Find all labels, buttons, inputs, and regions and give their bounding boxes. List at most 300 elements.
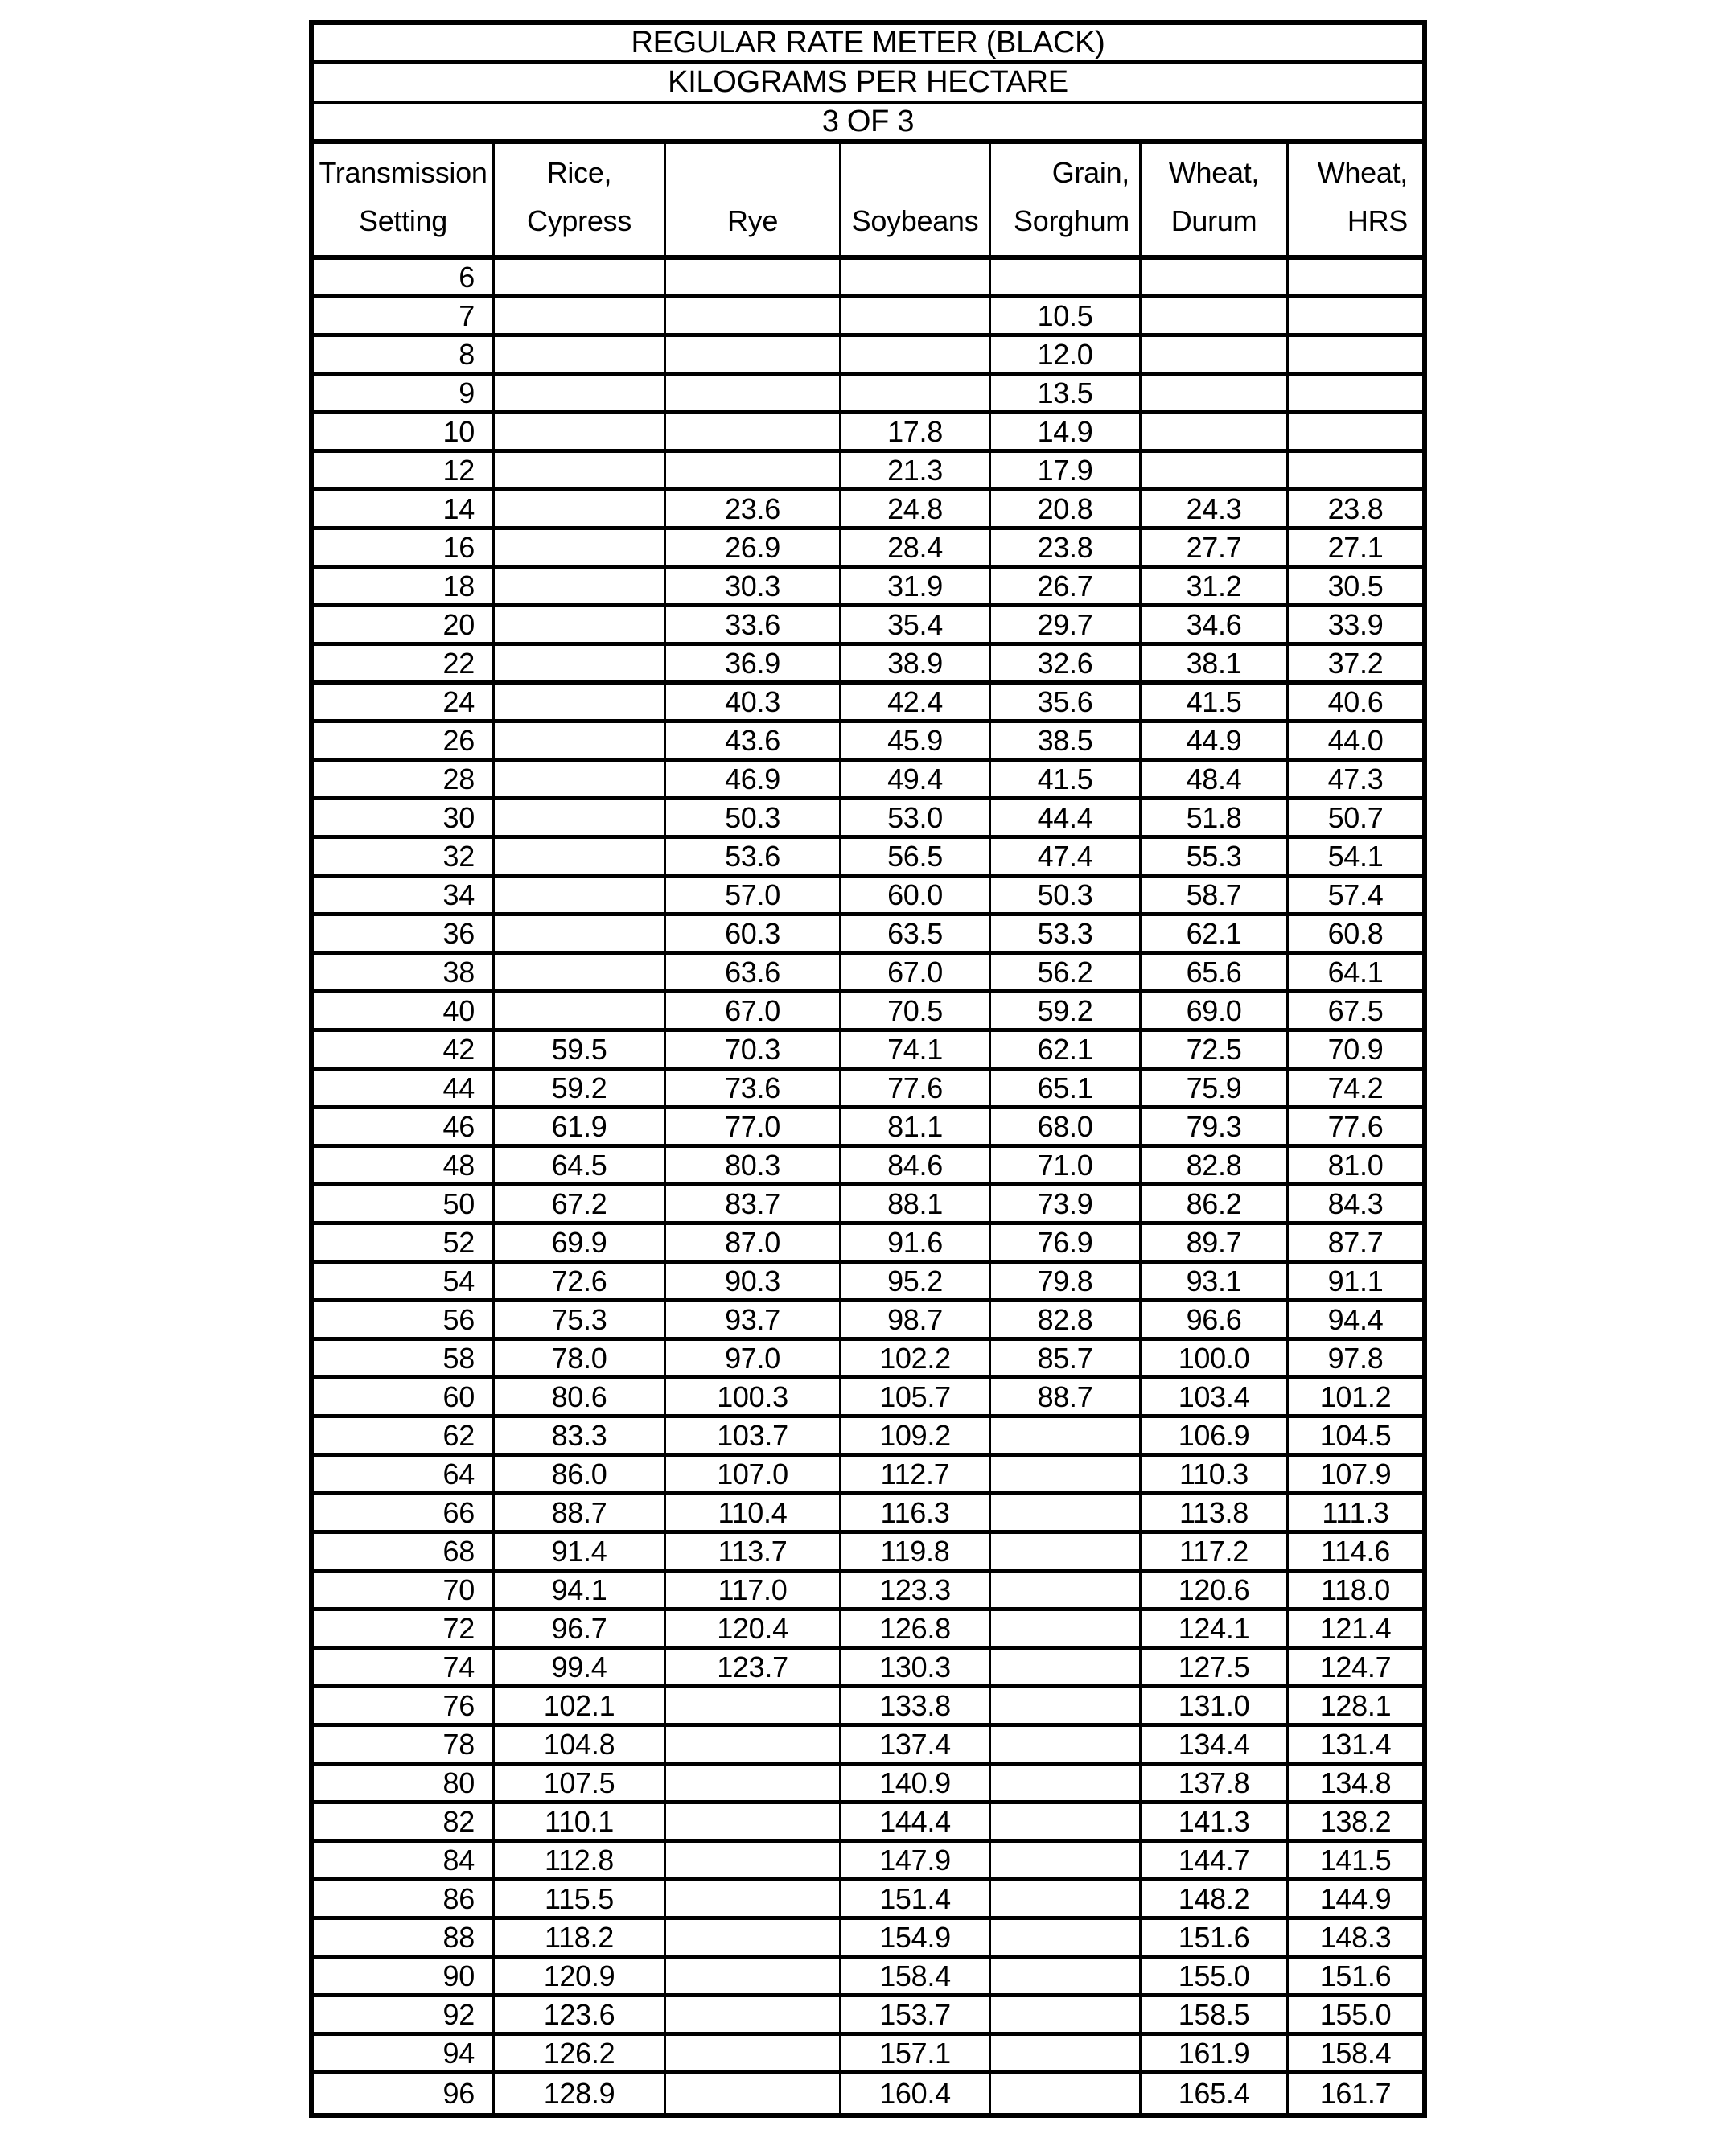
rate-value-cell: 97.8 xyxy=(1286,1341,1422,1375)
rate-value-cell xyxy=(492,530,664,565)
table-row xyxy=(314,1071,1422,1109)
rate-value-cell xyxy=(989,1534,1139,1569)
table-row xyxy=(314,1264,1422,1302)
rate-value-cell xyxy=(989,1573,1139,1607)
rate-value-cell: 83.3 xyxy=(492,1418,664,1453)
rate-value-cell: 24.3 xyxy=(1139,491,1286,526)
table-row xyxy=(314,762,1422,800)
rate-value-cell xyxy=(664,337,839,372)
column-header-wheat-durum xyxy=(1139,144,1286,255)
rate-value-cell: 59.5 xyxy=(492,1032,664,1067)
rate-value-cell: 141.3 xyxy=(1139,1804,1286,1839)
column-header-line: Rice, xyxy=(546,156,612,189)
rate-value-cell: 29.7 xyxy=(989,607,1139,642)
table-row xyxy=(314,1881,1422,1920)
rate-table xyxy=(309,20,1427,2118)
transmission-setting-cell: 6 xyxy=(459,260,475,294)
table-row xyxy=(314,1688,1422,1727)
rate-value-cell: 24.8 xyxy=(839,491,989,526)
rate-value-cell: 158.5 xyxy=(1139,1997,1286,2032)
transmission-setting-cell: 22 xyxy=(442,646,475,680)
rate-value-cell: 80.6 xyxy=(492,1379,664,1414)
rate-value-cell: 28.4 xyxy=(839,530,989,565)
rate-value-cell: 99.4 xyxy=(492,1650,664,1684)
table-row xyxy=(314,414,1422,453)
rate-value-cell: 31.2 xyxy=(1139,569,1286,603)
table-row xyxy=(314,800,1422,839)
column-header-line: Setting xyxy=(359,204,447,237)
rate-value-cell: 59.2 xyxy=(492,1071,664,1105)
rate-value-cell: 44.9 xyxy=(1139,723,1286,758)
rate-value-cell: 118.0 xyxy=(1286,1573,1422,1607)
rate-value-cell: 44.4 xyxy=(989,800,1139,835)
transmission-setting-cell: 9 xyxy=(459,376,475,409)
rate-value-cell: 43.6 xyxy=(664,723,839,758)
rate-value-cell xyxy=(1286,298,1422,333)
rate-value-cell xyxy=(989,2036,1139,2070)
rate-value-cell: 91.1 xyxy=(1286,1264,1422,1298)
rate-value-cell: 17.8 xyxy=(839,414,989,449)
rate-value-cell xyxy=(989,1495,1139,1530)
transmission-setting-cell: 7 xyxy=(459,298,475,332)
rate-value-cell: 118.2 xyxy=(492,1920,664,1955)
rate-value-cell: 70.5 xyxy=(839,993,989,1028)
rate-value-cell xyxy=(1286,414,1422,449)
column-header-line: Transmission xyxy=(319,156,487,189)
rate-value-cell: 119.8 xyxy=(839,1534,989,1569)
rate-value-cell: 53.0 xyxy=(839,800,989,835)
rate-value-cell: 64.1 xyxy=(1286,955,1422,989)
rate-value-cell: 21.3 xyxy=(839,453,989,487)
rate-value-cell: 59.2 xyxy=(989,993,1139,1028)
rate-value-cell: 70.3 xyxy=(664,1032,839,1067)
rate-value-cell: 47.4 xyxy=(989,839,1139,874)
rate-value-cell: 71.0 xyxy=(989,1148,1139,1182)
rate-value-cell: 48.4 xyxy=(1139,762,1286,796)
rate-value-cell: 117.0 xyxy=(664,1573,839,1607)
rate-value-cell: 91.6 xyxy=(839,1225,989,1260)
table-units-subtitle: KILOGRAMS PER HECTARE xyxy=(314,64,1422,104)
table-row xyxy=(314,1843,1422,1881)
rate-value-cell xyxy=(1139,298,1286,333)
table-row xyxy=(314,839,1422,878)
rate-value-cell: 75.9 xyxy=(1139,1071,1286,1105)
transmission-setting-cell: 20 xyxy=(442,607,475,641)
table-row xyxy=(314,1611,1422,1650)
rate-value-cell: 120.6 xyxy=(1139,1573,1286,1607)
rate-value-cell: 155.0 xyxy=(1286,1997,1422,2032)
rate-value-cell: 31.9 xyxy=(839,569,989,603)
rate-value-cell: 117.2 xyxy=(1139,1534,1286,1569)
rate-value-cell: 102.1 xyxy=(492,1688,664,1723)
rate-value-cell: 165.4 xyxy=(1139,2074,1286,2113)
rate-value-cell: 110.3 xyxy=(1139,1457,1286,1491)
rate-value-cell: 141.5 xyxy=(1286,1843,1422,1877)
rate-value-cell: 23.8 xyxy=(1286,491,1422,526)
rate-value-cell xyxy=(492,453,664,487)
rate-value-cell: 67.2 xyxy=(492,1186,664,1221)
rate-value-cell xyxy=(989,1650,1139,1684)
rate-value-cell: 126.2 xyxy=(492,2036,664,2070)
rate-value-cell xyxy=(664,376,839,410)
transmission-setting-cell: 14 xyxy=(442,491,475,525)
rate-value-cell xyxy=(664,1920,839,1955)
rate-value-cell: 81.0 xyxy=(1286,1148,1422,1182)
rate-value-cell: 30.5 xyxy=(1286,569,1422,603)
rate-value-cell: 106.9 xyxy=(1139,1418,1286,1453)
transmission-setting-cell: 62 xyxy=(442,1418,475,1452)
rate-value-cell: 36.9 xyxy=(664,646,839,680)
rate-value-cell xyxy=(989,1881,1139,1916)
transmission-setting-cell: 84 xyxy=(442,1843,475,1877)
rate-value-cell: 32.6 xyxy=(989,646,1139,680)
rate-value-cell: 91.4 xyxy=(492,1534,664,1569)
rate-value-cell: 61.9 xyxy=(492,1109,664,1144)
rate-value-cell: 84.6 xyxy=(839,1148,989,1182)
table-row xyxy=(314,1148,1422,1186)
rate-value-cell: 56.5 xyxy=(839,839,989,874)
rate-value-cell: 46.9 xyxy=(664,762,839,796)
transmission-setting-cell: 26 xyxy=(442,723,475,757)
table-row xyxy=(314,1109,1422,1148)
table-row xyxy=(314,1534,1422,1573)
rate-value-cell: 107.9 xyxy=(1286,1457,1422,1491)
rate-value-cell xyxy=(1286,337,1422,372)
rate-value-cell: 77.0 xyxy=(664,1109,839,1144)
rate-value-cell: 133.8 xyxy=(839,1688,989,1723)
transmission-setting-cell: 72 xyxy=(442,1611,475,1645)
rate-value-cell xyxy=(989,1804,1139,1839)
rate-value-cell xyxy=(989,260,1139,294)
transmission-setting-cell: 50 xyxy=(442,1186,475,1220)
rate-value-cell xyxy=(492,337,664,372)
table-row xyxy=(314,1457,1422,1495)
rate-value-cell: 114.6 xyxy=(1286,1534,1422,1569)
rate-value-cell: 148.3 xyxy=(1286,1920,1422,1955)
header-row xyxy=(314,144,1422,260)
rate-value-cell: 82.8 xyxy=(989,1302,1139,1337)
transmission-setting-cell: 42 xyxy=(442,1032,475,1066)
rate-value-cell xyxy=(492,878,664,912)
rate-value-cell: 138.2 xyxy=(1286,1804,1422,1839)
rate-value-cell xyxy=(839,298,989,333)
transmission-setting-cell: 10 xyxy=(442,414,475,448)
column-header-line: HRS xyxy=(1347,204,1408,237)
transmission-setting-cell: 46 xyxy=(442,1109,475,1143)
transmission-setting-cell: 74 xyxy=(442,1650,475,1684)
table-row xyxy=(314,453,1422,491)
rate-value-cell: 151.6 xyxy=(1286,1959,1422,1993)
column-header-line: Durum xyxy=(1170,204,1257,237)
transmission-setting-cell: 78 xyxy=(442,1727,475,1761)
rate-value-cell: 74.1 xyxy=(839,1032,989,1067)
rate-value-cell xyxy=(492,298,664,333)
rate-value-cell xyxy=(664,1959,839,1993)
rate-value-cell: 45.9 xyxy=(839,723,989,758)
rate-value-cell xyxy=(989,1457,1139,1491)
rate-value-cell: 123.3 xyxy=(839,1573,989,1607)
rate-value-cell: 86.2 xyxy=(1139,1186,1286,1221)
rate-value-cell: 113.7 xyxy=(664,1534,839,1569)
table-row xyxy=(314,2036,1422,2074)
column-header-wheat-hrs xyxy=(1286,144,1422,255)
transmission-setting-cell: 48 xyxy=(442,1148,475,1182)
rate-value-cell: 158.4 xyxy=(1286,2036,1422,2070)
transmission-setting-cell: 92 xyxy=(442,1997,475,2031)
rate-value-cell: 69.0 xyxy=(1139,993,1286,1028)
rate-value-cell: 79.3 xyxy=(1139,1109,1286,1144)
rate-value-cell xyxy=(492,685,664,719)
rate-value-cell xyxy=(664,1881,839,1916)
transmission-setting-cell: 66 xyxy=(442,1495,475,1529)
rate-value-cell: 55.3 xyxy=(1139,839,1286,874)
rate-value-cell xyxy=(664,2074,839,2113)
transmission-setting-cell: 96 xyxy=(442,2077,475,2110)
rate-value-cell: 13.5 xyxy=(989,376,1139,410)
rate-value-cell: 64.5 xyxy=(492,1148,664,1182)
rate-value-cell: 88.7 xyxy=(989,1379,1139,1414)
rate-value-cell: 56.2 xyxy=(989,955,1139,989)
rate-value-cell: 10.5 xyxy=(989,298,1139,333)
column-header-transmission-setting xyxy=(314,144,492,255)
rate-value-cell: 110.1 xyxy=(492,1804,664,1839)
rate-value-cell xyxy=(492,376,664,410)
rate-value-cell: 95.2 xyxy=(839,1264,989,1298)
table-title: REGULAR RATE METER (BLACK) xyxy=(314,25,1422,64)
table-row xyxy=(314,1302,1422,1341)
rate-value-cell: 144.7 xyxy=(1139,1843,1286,1877)
transmission-setting-cell: 58 xyxy=(442,1341,475,1375)
column-header-soybeans xyxy=(839,144,989,255)
table-row xyxy=(314,1225,1422,1264)
rate-value-cell: 157.1 xyxy=(839,2036,989,2070)
rate-value-cell: 140.9 xyxy=(839,1766,989,1800)
rate-value-cell xyxy=(1139,260,1286,294)
rate-value-cell: 148.2 xyxy=(1139,1881,1286,1916)
rate-value-cell: 53.3 xyxy=(989,916,1139,951)
rate-value-cell xyxy=(664,298,839,333)
table-row xyxy=(314,955,1422,993)
rate-value-cell: 115.5 xyxy=(492,1881,664,1916)
rate-value-cell: 100.3 xyxy=(664,1379,839,1414)
rate-value-cell: 41.5 xyxy=(1139,685,1286,719)
rate-value-cell xyxy=(492,491,664,526)
rate-value-cell: 65.1 xyxy=(989,1071,1139,1105)
table-row xyxy=(314,723,1422,762)
rate-value-cell: 116.3 xyxy=(839,1495,989,1530)
table-row xyxy=(314,2074,1422,2113)
rate-value-cell: 57.4 xyxy=(1286,878,1422,912)
table-row xyxy=(314,1650,1422,1688)
column-header-line: Wheat, xyxy=(1317,156,1408,189)
rate-value-cell: 75.3 xyxy=(492,1302,664,1337)
transmission-setting-cell: 44 xyxy=(442,1071,475,1104)
transmission-setting-cell: 70 xyxy=(442,1573,475,1606)
rate-value-cell xyxy=(664,2036,839,2070)
rate-value-cell: 120.4 xyxy=(664,1611,839,1646)
rate-value-cell xyxy=(989,1766,1139,1800)
rate-value-cell: 80.3 xyxy=(664,1148,839,1182)
rate-value-cell: 103.4 xyxy=(1139,1379,1286,1414)
transmission-setting-cell: 54 xyxy=(442,1264,475,1297)
rate-value-cell: 93.1 xyxy=(1139,1264,1286,1298)
rate-value-cell: 62.1 xyxy=(1139,916,1286,951)
rate-value-cell: 131.0 xyxy=(1139,1688,1286,1723)
rate-value-cell xyxy=(492,569,664,603)
rate-value-cell: 62.1 xyxy=(989,1032,1139,1067)
rate-value-cell: 14.9 xyxy=(989,414,1139,449)
rate-value-cell xyxy=(839,260,989,294)
rate-value-cell: 93.7 xyxy=(664,1302,839,1337)
rate-value-cell xyxy=(492,916,664,951)
rate-value-cell: 98.7 xyxy=(839,1302,989,1337)
rate-value-cell: 137.8 xyxy=(1139,1766,1286,1800)
rate-value-cell xyxy=(664,1766,839,1800)
transmission-setting-cell: 40 xyxy=(442,993,475,1027)
transmission-setting-cell: 28 xyxy=(442,762,475,796)
rate-value-cell: 12.0 xyxy=(989,337,1139,372)
rate-value-cell: 131.4 xyxy=(1286,1727,1422,1762)
rate-value-cell: 121.4 xyxy=(1286,1611,1422,1646)
table-row xyxy=(314,878,1422,916)
rate-value-cell: 65.6 xyxy=(1139,955,1286,989)
rate-value-cell: 124.7 xyxy=(1286,1650,1422,1684)
rate-value-cell xyxy=(989,1997,1139,2032)
rate-value-cell xyxy=(1139,414,1286,449)
table-row xyxy=(314,1341,1422,1379)
rate-value-cell: 73.6 xyxy=(664,1071,839,1105)
table-row xyxy=(314,376,1422,414)
rate-value-cell xyxy=(492,260,664,294)
rate-value-cell xyxy=(492,800,664,835)
transmission-setting-cell: 88 xyxy=(442,1920,475,1954)
rate-value-cell: 27.7 xyxy=(1139,530,1286,565)
table-row xyxy=(314,298,1422,337)
rate-value-cell: 50.3 xyxy=(664,800,839,835)
rate-value-cell: 40.3 xyxy=(664,685,839,719)
rate-value-cell xyxy=(492,414,664,449)
rate-value-cell: 161.7 xyxy=(1286,2074,1422,2113)
rate-value-cell: 151.6 xyxy=(1139,1920,1286,1955)
rate-value-cell: 144.4 xyxy=(839,1804,989,1839)
rate-value-cell xyxy=(492,839,664,874)
column-header-line: Sorghum xyxy=(1014,204,1129,237)
rate-value-cell: 104.8 xyxy=(492,1727,664,1762)
table-row xyxy=(314,1804,1422,1843)
rate-value-cell: 37.2 xyxy=(1286,646,1422,680)
rate-value-cell: 107.0 xyxy=(664,1457,839,1491)
rate-value-cell xyxy=(492,762,664,796)
column-header-line: Grain, xyxy=(1051,156,1129,189)
rate-value-cell: 110.4 xyxy=(664,1495,839,1530)
rate-value-cell: 155.0 xyxy=(1139,1959,1286,1993)
rate-value-cell: 160.4 xyxy=(839,2074,989,2113)
rate-value-cell: 76.9 xyxy=(989,1225,1139,1260)
rate-value-cell: 88.7 xyxy=(492,1495,664,1530)
rate-value-cell xyxy=(989,1843,1139,1877)
transmission-setting-cell: 32 xyxy=(442,839,475,873)
table-row xyxy=(314,491,1422,530)
rate-value-cell xyxy=(492,993,664,1028)
column-header-line: Soybeans xyxy=(851,204,979,237)
transmission-setting-cell: 30 xyxy=(442,800,475,834)
rate-value-cell: 134.8 xyxy=(1286,1766,1422,1800)
rate-value-cell: 126.8 xyxy=(839,1611,989,1646)
table-row xyxy=(314,1186,1422,1225)
transmission-setting-cell: 34 xyxy=(442,878,475,911)
table-row xyxy=(314,1418,1422,1457)
transmission-setting-cell: 60 xyxy=(442,1379,475,1413)
rate-value-cell: 79.8 xyxy=(989,1264,1139,1298)
rate-value-cell: 128.9 xyxy=(492,2074,664,2113)
rate-value-cell: 107.5 xyxy=(492,1766,664,1800)
rate-value-cell: 147.9 xyxy=(839,1843,989,1877)
rate-value-cell: 137.4 xyxy=(839,1727,989,1762)
rate-value-cell: 26.9 xyxy=(664,530,839,565)
table-row xyxy=(314,1379,1422,1418)
table-page-indicator: 3 OF 3 xyxy=(314,104,1422,144)
transmission-setting-cell: 64 xyxy=(442,1457,475,1490)
rate-value-cell: 85.7 xyxy=(989,1341,1139,1375)
rate-value-cell: 81.1 xyxy=(839,1109,989,1144)
rate-value-cell: 23.6 xyxy=(664,491,839,526)
rate-value-cell: 53.6 xyxy=(664,839,839,874)
rate-value-cell: 51.8 xyxy=(1139,800,1286,835)
rate-value-cell: 77.6 xyxy=(1286,1109,1422,1144)
table-row xyxy=(314,260,1422,298)
column-header-line: Wheat, xyxy=(1168,156,1260,189)
column-header-rice-cypress xyxy=(492,144,664,255)
table-row xyxy=(314,607,1422,646)
rate-value-cell: 88.1 xyxy=(839,1186,989,1221)
rate-value-cell: 111.3 xyxy=(1286,1495,1422,1530)
rate-value-cell xyxy=(1286,453,1422,487)
rate-value-cell: 34.6 xyxy=(1139,607,1286,642)
rate-value-cell: 78.0 xyxy=(492,1341,664,1375)
rate-value-cell: 102.2 xyxy=(839,1341,989,1375)
rate-value-cell: 97.0 xyxy=(664,1341,839,1375)
rate-value-cell: 90.3 xyxy=(664,1264,839,1298)
table-row xyxy=(314,1032,1422,1071)
rate-value-cell: 44.0 xyxy=(1286,723,1422,758)
rate-value-cell: 103.7 xyxy=(664,1418,839,1453)
rate-value-cell xyxy=(839,337,989,372)
rate-value-cell xyxy=(492,646,664,680)
rate-value-cell: 50.3 xyxy=(989,878,1139,912)
table-row xyxy=(314,993,1422,1032)
transmission-setting-cell: 56 xyxy=(442,1302,475,1336)
transmission-setting-cell: 94 xyxy=(442,2036,475,2070)
table-row xyxy=(314,685,1422,723)
rate-value-cell: 84.3 xyxy=(1286,1186,1422,1221)
rate-value-cell: 57.0 xyxy=(664,878,839,912)
rate-value-cell: 49.4 xyxy=(839,762,989,796)
rate-value-cell xyxy=(664,1843,839,1877)
rate-value-cell: 96.6 xyxy=(1139,1302,1286,1337)
rate-value-cell: 130.3 xyxy=(839,1650,989,1684)
rate-value-cell xyxy=(989,1959,1139,1993)
rate-value-cell: 124.1 xyxy=(1139,1611,1286,1646)
rate-value-cell: 127.5 xyxy=(1139,1650,1286,1684)
rate-value-cell: 82.8 xyxy=(1139,1148,1286,1182)
rate-value-cell: 86.0 xyxy=(492,1457,664,1491)
rate-value-cell xyxy=(1286,376,1422,410)
rate-value-cell: 35.6 xyxy=(989,685,1139,719)
rate-value-cell: 112.7 xyxy=(839,1457,989,1491)
rate-value-cell: 144.9 xyxy=(1286,1881,1422,1916)
column-header-line: Rye xyxy=(726,204,779,237)
table-row xyxy=(314,916,1422,955)
